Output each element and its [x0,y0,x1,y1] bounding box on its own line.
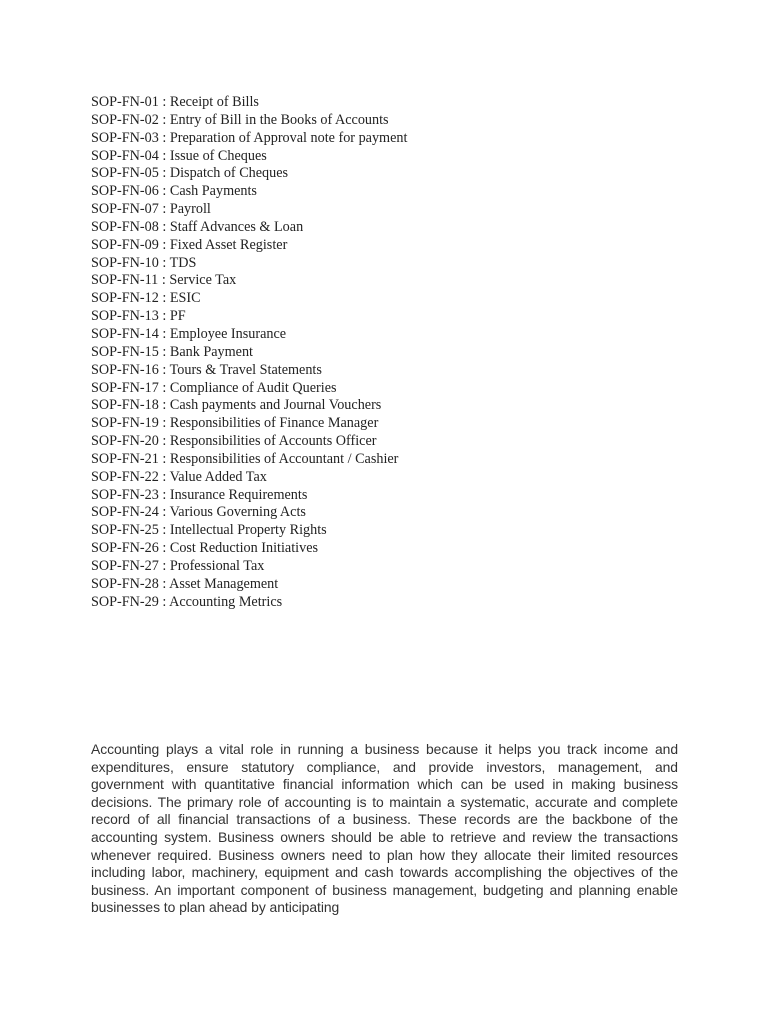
sop-title: PF [169,308,186,325]
sop-separator: : [158,254,170,271]
sop-list-item [91,415,407,433]
sop-separator: : [158,218,170,235]
sop-list-item [91,94,407,112]
sop-code: SOP-FN-10 [91,254,159,271]
accounting-paragraph: Accounting plays a vital role in running a business because it helps you track income and expenditures, ensure statutory compliance, and provide investors, management, and government with quantitative financial information which can be used in making business decisions. The primary role of accounting is to maintain a systematic, accurate and complete record of all financial transactions of a business. These records are the backbone of the accounting system. Business owners should be able to retrieve and review the transactions whenever required. Business owners need to plan how they allocate their limited resources including labor, machinery, equipment and cash towards accomplishing the objectives of the business. An important component of business management, budgeting and planning enable businesses to plan ahead by anticipating [91,741,678,916]
sop-separator: : [158,201,170,218]
sop-code: SOP-FN-19 [91,415,159,432]
sop-separator: : [158,450,170,467]
sop-separator: : [158,343,170,360]
sop-title: Service Tax [169,272,237,289]
sop-code: SOP-FN-13 [91,308,159,325]
sop-title: Employee Insurance [169,325,287,342]
sop-list-item [91,469,407,487]
sop-list-item [91,344,407,362]
sop-separator: : [158,111,170,128]
sop-list-item [91,362,407,380]
sop-title: Responsibilities of Accounts Officer [169,433,377,450]
sop-code: SOP-FN-03 [91,129,159,146]
sop-separator: : [158,540,170,557]
sop-code: SOP-FN-14 [91,325,159,342]
sop-title: Asset Management [169,575,279,592]
sop-separator: : [158,290,170,307]
sop-code: SOP-FN-01 [91,94,159,110]
sop-list-item [91,576,407,594]
sop-code: SOP-FN-05 [91,165,159,182]
sop-list-item [91,272,407,290]
sop-title: Cash payments and Journal Vouchers [169,397,382,414]
sop-list-item [91,380,407,398]
sop-separator: : [158,593,170,610]
sop-separator: : [158,468,170,485]
sop-separator: : [158,272,170,289]
sop-separator: : [158,325,170,342]
sop-separator: : [158,397,170,414]
sop-title: Dispatch of Cheques [169,165,289,182]
sop-title: Intellectual Property Rights [169,522,327,539]
sop-separator: : [158,433,170,450]
sop-title: Receipt of Bills [169,94,259,110]
sop-separator: : [158,94,170,110]
sop-title: Tours & Travel Statements [169,361,322,378]
sop-separator: : [158,415,170,432]
sop-separator: : [158,165,170,182]
sop-separator: : [158,236,170,253]
sop-list-item [91,290,407,308]
sop-code: SOP-FN-20 [91,433,159,450]
sop-code: SOP-FN-26 [91,540,159,557]
sop-separator: : [158,147,170,164]
sop-list-item [91,255,407,273]
sop-list-item [91,504,407,522]
sop-title: Responsibilities of Finance Manager [169,415,379,432]
sop-code: SOP-FN-09 [91,236,159,253]
sop-code: SOP-FN-21 [91,450,159,467]
sop-separator: : [158,575,170,592]
sop-code: SOP-FN-27 [91,557,159,574]
sop-title: Entry of Bill in the Books of Accounts [169,111,389,128]
sop-separator: : [158,308,170,325]
sop-code: SOP-FN-28 [91,575,159,592]
sop-list-item [91,148,407,166]
sop-title: Cash Payments [169,183,257,200]
sop-list-item [91,540,407,558]
sop-separator: : [158,522,170,539]
sop-separator: : [158,504,170,521]
sop-list-item [91,112,407,130]
sop-list-item [91,433,407,451]
sop-list-item [91,130,407,148]
sop-code: SOP-FN-18 [91,397,159,414]
sop-list-item [91,308,407,326]
sop-title: Fixed Asset Register [169,236,288,253]
sop-list-item [91,487,407,505]
sop-code: SOP-FN-23 [91,486,159,503]
sop-code: SOP-FN-15 [91,343,159,360]
sop-title: Bank Payment [169,343,254,360]
sop-title: Various Governing Acts [169,504,306,521]
sop-title: ESIC [169,290,201,307]
sop-title: Accounting Metrics [169,593,283,610]
sop-code: SOP-FN-29 [91,593,159,610]
sop-code: SOP-FN-04 [91,147,159,164]
sop-title: Professional Tax [169,557,265,574]
sop-list-item [91,326,407,344]
sop-code: SOP-FN-12 [91,290,159,307]
sop-title: Cost Reduction Initiatives [169,540,319,557]
sop-list-item [91,201,407,219]
sop-title: TDS [169,254,197,271]
sop-list-item [91,165,407,183]
sop-list-item [91,397,407,415]
sop-code: SOP-FN-07 [91,201,159,218]
sop-code: SOP-FN-02 [91,111,159,128]
sop-separator: : [158,129,170,146]
sop-list [91,94,407,611]
sop-separator: : [158,183,170,200]
sop-code: SOP-FN-25 [91,522,159,539]
sop-list-item [91,451,407,469]
sop-code: SOP-FN-06 [91,183,159,200]
sop-separator: : [158,486,170,503]
sop-title: Payroll [169,201,211,218]
sop-code: SOP-FN-17 [91,379,159,396]
sop-separator: : [158,557,170,574]
sop-code: SOP-FN-11 [91,272,159,289]
sop-title: Preparation of Approval note for payment [169,129,408,146]
sop-list-item [91,522,407,540]
sop-code: SOP-FN-16 [91,361,159,378]
sop-title: Responsibilities of Accountant / Cashier [169,450,399,467]
sop-code: SOP-FN-08 [91,218,159,235]
sop-code: SOP-FN-24 [91,504,159,521]
sop-title: Compliance of Audit Queries [169,379,337,396]
sop-list-item [91,594,407,612]
sop-title: Value Added Tax [169,468,267,485]
sop-list-item [91,237,407,255]
sop-separator: : [158,361,170,378]
sop-title: Staff Advances & Loan [169,218,304,235]
sop-title: Insurance Requirements [169,486,308,503]
sop-list-item [91,558,407,576]
sop-separator: : [158,379,170,396]
sop-code: SOP-FN-22 [91,468,159,485]
sop-list-item [91,183,407,201]
sop-title: Issue of Cheques [169,147,267,164]
sop-list-item [91,219,407,237]
